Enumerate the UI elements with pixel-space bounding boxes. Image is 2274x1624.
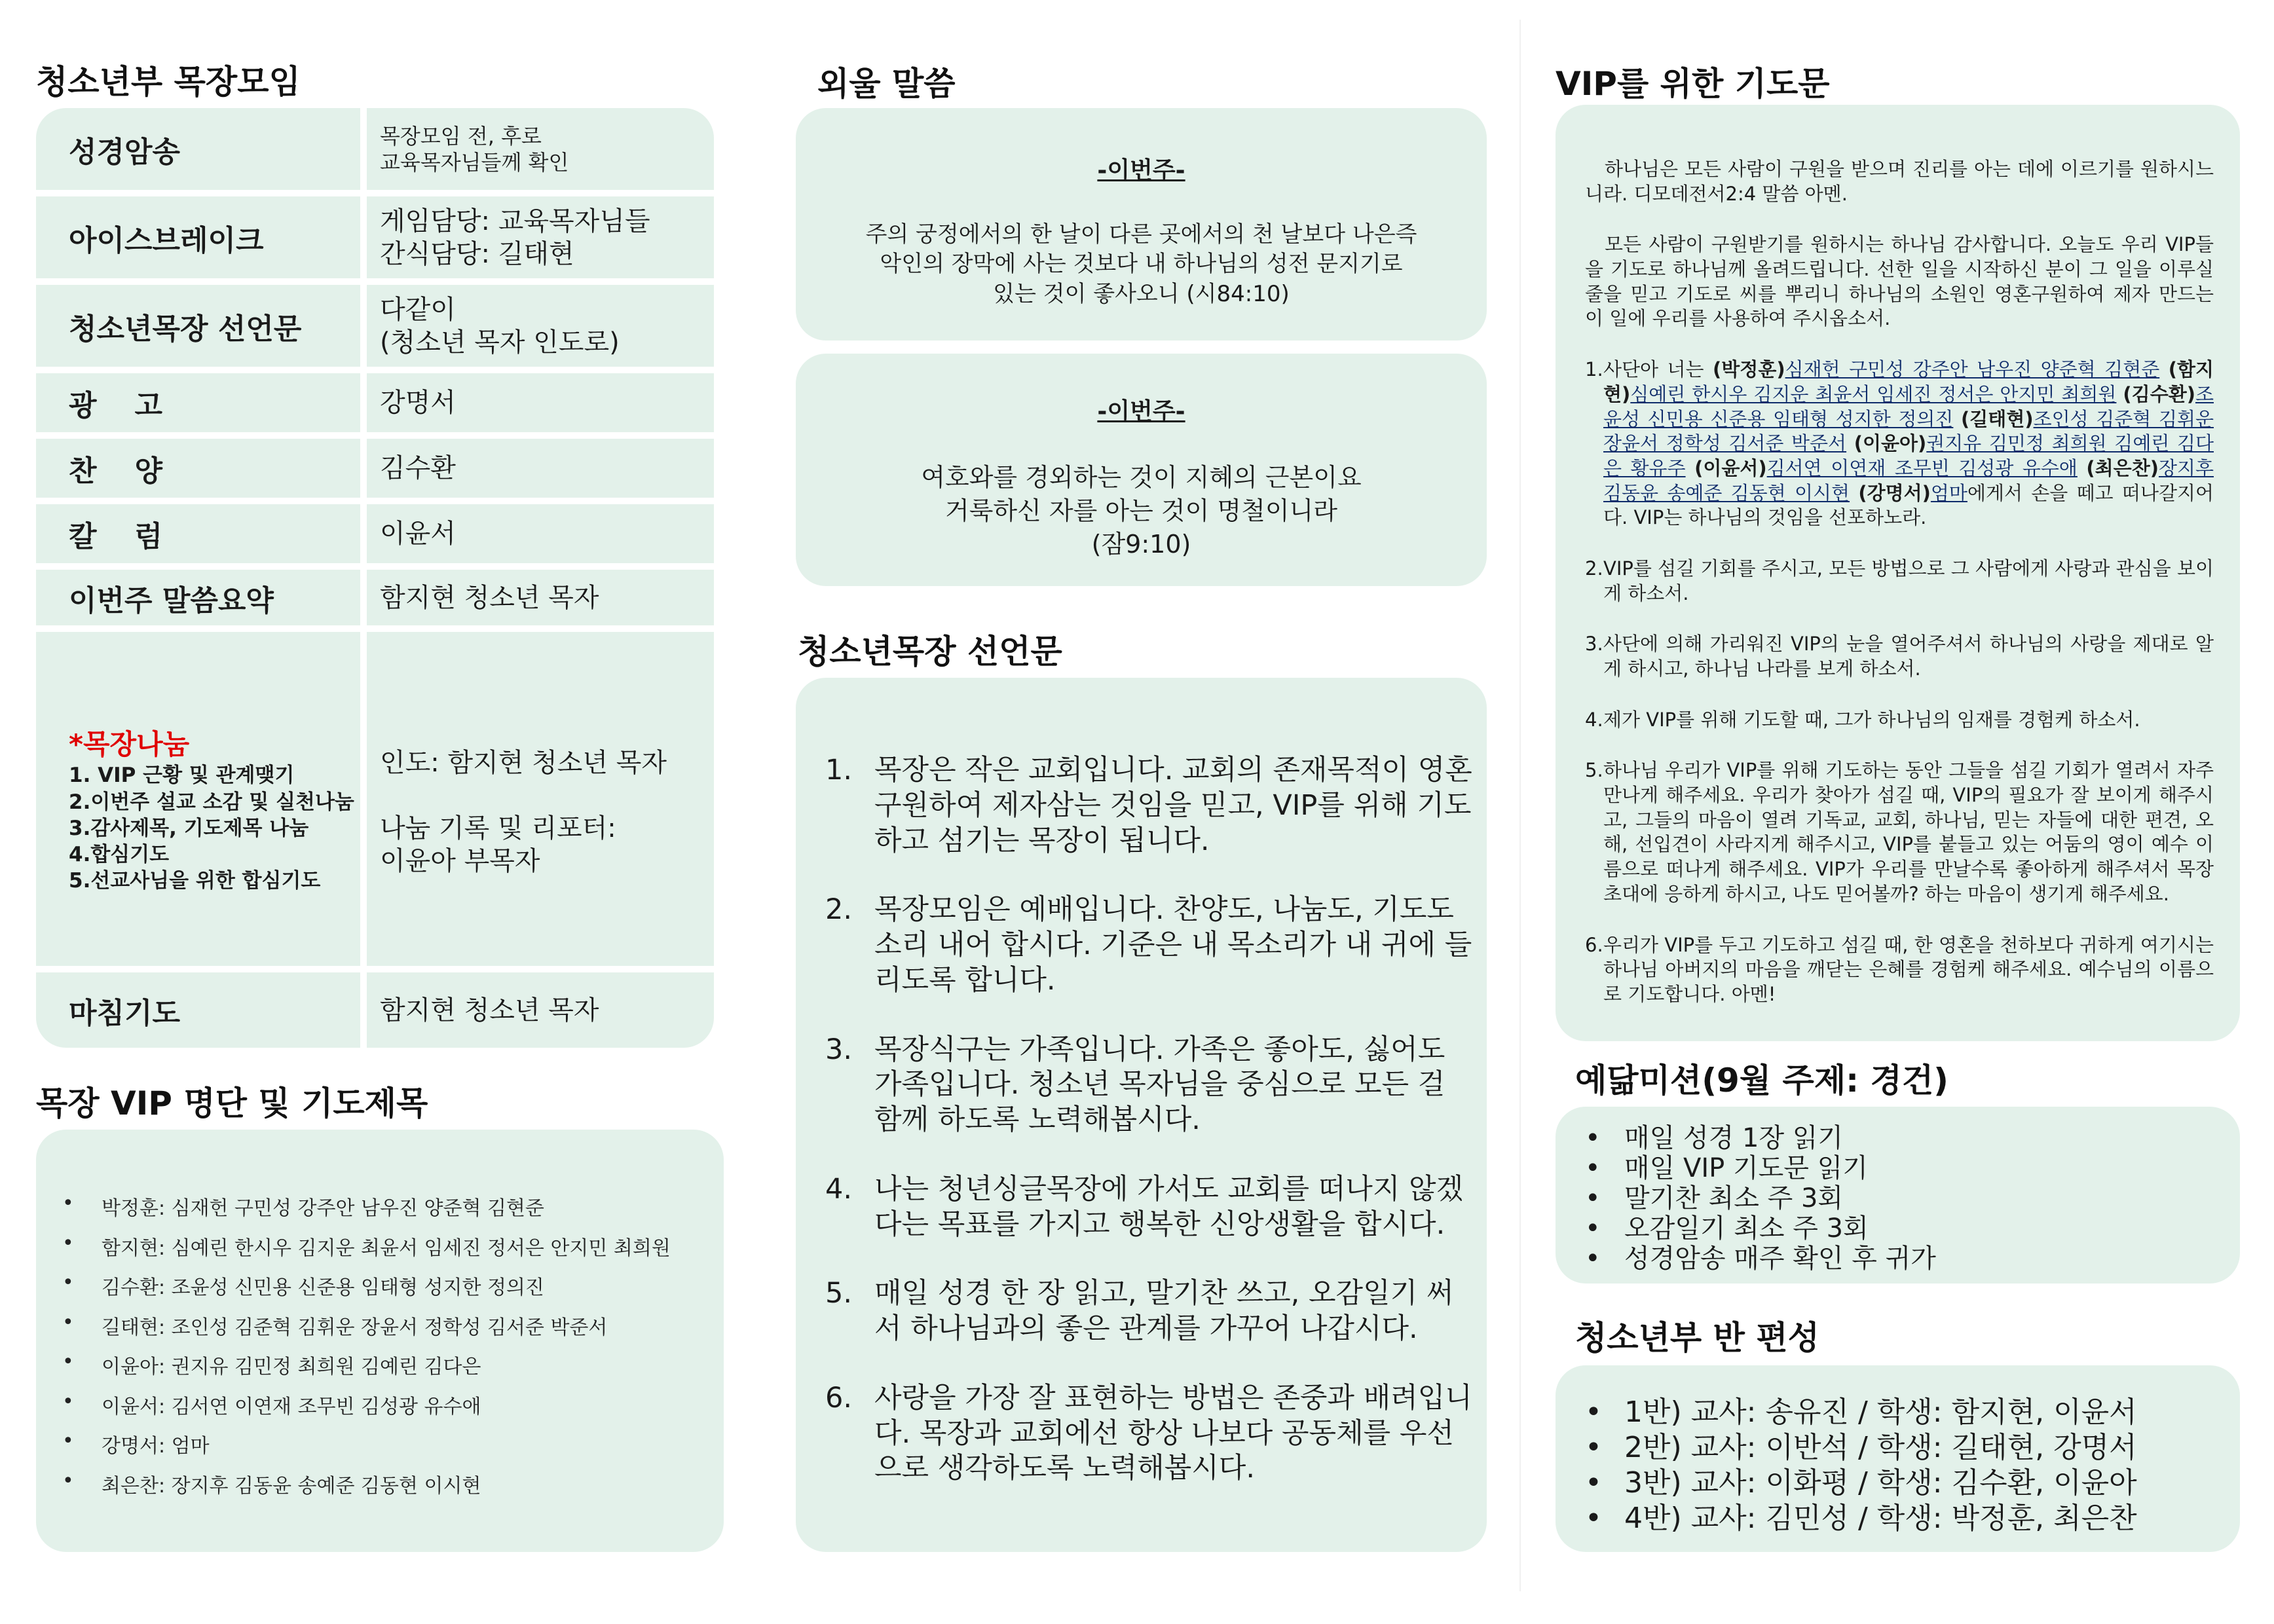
list-item bbox=[62, 1430, 671, 1469]
schedule-value-line: 강명서 bbox=[380, 388, 456, 418]
sharing-item: 2.이번주 설교 소감 및 실천나눔 bbox=[69, 790, 354, 814]
schedule-value bbox=[360, 439, 714, 498]
prayer-body bbox=[1585, 157, 2214, 1033]
leader-name: (박정훈) bbox=[1713, 358, 1785, 381]
list-item bbox=[62, 1232, 671, 1272]
bullet-icon: • bbox=[1585, 1431, 1602, 1464]
schedule-value bbox=[360, 285, 714, 367]
verse-line: 거룩하신 자를 아는 것이 명철이니라 bbox=[945, 496, 1337, 525]
mission-list bbox=[1585, 1123, 1936, 1274]
schedule-value bbox=[360, 108, 714, 190]
prayer-item bbox=[1585, 708, 2214, 733]
list-item bbox=[1585, 1395, 2137, 1430]
item-number: 2. bbox=[1585, 557, 1603, 580]
mission-panel bbox=[1556, 1107, 2240, 1283]
list-item bbox=[1585, 1183, 1936, 1213]
list-item bbox=[825, 893, 1474, 998]
vip-names: 권지유 김민정 최희원 김예린 김다은 황유주 bbox=[1603, 432, 2214, 479]
list-item bbox=[62, 1469, 671, 1509]
sharing-title: *목장나눔 bbox=[69, 728, 190, 761]
classes-list bbox=[1585, 1395, 2137, 1536]
schedule-label: 찬양 bbox=[69, 454, 201, 488]
class-text: 2반) 교사: 이반석 / 학생: 길태현, 강명서 bbox=[1624, 1431, 2137, 1464]
bullet-icon: • bbox=[62, 1430, 74, 1452]
mission-text: 성경암송 매주 확인 후 귀가 bbox=[1624, 1244, 1936, 1274]
roster-text: 이윤서: 김서연 이연재 조무빈 김성광 유수애 bbox=[102, 1395, 481, 1418]
declaration-text: 나는 청년싱글목장에 가서도 교회를 떠나지 않겠다는 목표를 가지고 행복한 신앙생활을 합시다. bbox=[874, 1172, 1464, 1241]
vip-roster-list bbox=[62, 1192, 671, 1509]
list-item bbox=[1585, 1153, 1936, 1183]
declaration-heading: 청소년목장 선언문 bbox=[798, 633, 1062, 671]
schedule-label: 청소년목장 선언문 bbox=[69, 312, 302, 346]
list-item bbox=[1585, 1123, 1936, 1153]
declaration-text: 목장은 작은 교회입니다. 교회의 존재목적이 영혼구원하여 제자삼는 것임을 믿고, VIP를 위해 기도하고 섬기는 목장이 됩니다. bbox=[874, 754, 1472, 857]
mission-text: 오감일기 최소 주 3회 bbox=[1624, 1213, 1869, 1244]
sharing-item: 1. VIP 근황 및 관계맺기 bbox=[69, 764, 295, 788]
prayer-tail: 에게서 손을 떼고 떠나갈지어다. VIP는 하나님의 것임을 선포하노라. bbox=[1603, 481, 2214, 529]
item-number: 6. bbox=[825, 1381, 853, 1414]
sharing-list bbox=[69, 762, 354, 894]
item-number: 4. bbox=[825, 1172, 853, 1206]
schedule-value-line: 인도: 함지현 청소년 목자 bbox=[380, 748, 667, 778]
prayer-item-text: 우리가 VIP를 두고 기도하고 섬길 때, 한 영혼을 천하보다 귀하게 여기시는 하나님 아버지의 마음을 깨닫는 은혜를 경험케 해주세요. 예수님의 이름으로 기도합니다. 아멘! bbox=[1603, 933, 2214, 1005]
table-divider bbox=[36, 498, 714, 504]
list-item bbox=[825, 1381, 1474, 1486]
vip-names: 조인성 김준혁 김휘운 장윤서 정학성 김서준 박준서 bbox=[1603, 407, 2214, 455]
item-number: 4. bbox=[1585, 708, 1603, 731]
list-item bbox=[62, 1350, 671, 1390]
schedule-label: 광고 bbox=[69, 389, 201, 422]
list-item bbox=[1585, 1213, 1936, 1244]
mission-text: 매일 성경 1장 읽기 bbox=[1624, 1123, 1844, 1153]
meeting-heading: 청소년부 목장모임 bbox=[36, 63, 301, 101]
sharing-item: 5.선교사님을 위한 합심기도 bbox=[69, 869, 321, 893]
prayer-lead: 사단아 너는 bbox=[1603, 358, 1713, 381]
roster-text: 박정훈: 심재헌 구민성 강주안 남우진 양준혁 김현준 bbox=[102, 1197, 544, 1220]
prayer-heading: VIP를 위한 기도문 bbox=[1556, 65, 1830, 103]
sharing-cell bbox=[36, 632, 360, 966]
leader-name: (이윤아) bbox=[1854, 432, 1927, 455]
list-item bbox=[62, 1390, 671, 1430]
declaration-text: 목장모임은 예배입니다. 찬양도, 나눔도, 기도도 소리 내어 합시다. 기준은 내 목소리가 내 귀에 들리도록 합니다. bbox=[874, 893, 1472, 997]
schedule-label: 아이스브레이크 bbox=[69, 223, 264, 257]
schedule-label: 성경암송 bbox=[69, 135, 181, 169]
verse-week-label: -이번주- bbox=[1097, 157, 1185, 184]
bullet-icon: • bbox=[1585, 1213, 1601, 1244]
declaration-text: 매일 성경 한 장 읽고, 말기찬 쓰고, 오감일기 써서 하나님과의 좋은 관계를 가꾸어 나갑시다. bbox=[874, 1277, 1454, 1345]
sharing-item: 4.합심기도 bbox=[69, 843, 170, 867]
prayer-item-text: 사단에 의해 가리워진 VIP의 눈을 열어주셔서 하나님의 사랑을 제대로 알게 하시고, 하나님 나라를 보게 하소서. bbox=[1603, 633, 2214, 680]
item-number: 5. bbox=[1585, 759, 1603, 782]
leader-name: (최은찬) bbox=[2086, 456, 2159, 479]
prayer-item-text: 제가 VIP를 위해 기도할 때, 그가 하나님의 임재를 경험케 하소서. bbox=[1603, 708, 2140, 731]
schedule-value bbox=[360, 632, 714, 966]
schedule-label: 칼럼 bbox=[69, 520, 201, 553]
item-number: 3. bbox=[825, 1033, 853, 1066]
schedule-value bbox=[360, 196, 714, 278]
classes-panel bbox=[1556, 1365, 2240, 1552]
meeting-schedule-table bbox=[36, 108, 714, 1048]
schedule-value-line: 김수환 bbox=[380, 453, 456, 483]
schedule-row bbox=[36, 108, 714, 190]
list-item bbox=[825, 1276, 1474, 1347]
prayer-panel bbox=[1556, 105, 2240, 1041]
table-vertical-divider bbox=[360, 108, 367, 1048]
bullet-icon: • bbox=[1585, 1153, 1601, 1183]
schedule-value-line: 간식담당: 길태현 bbox=[380, 238, 574, 269]
roster-text: 이윤아: 권지유 김민정 최희원 김예린 김다은 bbox=[102, 1356, 481, 1378]
bullet-icon: • bbox=[62, 1192, 74, 1215]
prayer-item-text: VIP를 섬길 기회를 주시고, 모든 방법으로 그 사람에게 사랑과 관심을 보이게 하소서. bbox=[1603, 557, 2214, 604]
table-divider bbox=[36, 190, 714, 196]
bullet-icon: • bbox=[62, 1469, 74, 1492]
table-divider bbox=[36, 278, 714, 285]
roster-text: 길태현: 조인성 김준혁 김휘운 장윤서 정학성 김서준 박준서 bbox=[102, 1316, 608, 1339]
classes-heading: 청소년부 반 편성 bbox=[1575, 1319, 1819, 1357]
schedule-value-line: 함지현 청소년 목자 bbox=[380, 995, 599, 1025]
vip-roster-panel bbox=[36, 1130, 724, 1552]
schedule-value bbox=[360, 504, 714, 563]
verse-line: 여호와를 경외하는 것이 지혜의 근본이요 bbox=[921, 462, 1362, 492]
bullet-icon: • bbox=[1585, 1395, 1602, 1429]
roster-text: 강명서: 엄마 bbox=[102, 1435, 210, 1458]
schedule-label: 마침기도 bbox=[69, 996, 181, 1030]
leader-name: (강명서) bbox=[1858, 481, 1931, 504]
list-item bbox=[825, 753, 1474, 858]
list-item bbox=[62, 1192, 671, 1232]
verse-card-1 bbox=[796, 108, 1487, 341]
table-divider bbox=[36, 625, 714, 632]
schedule-row bbox=[36, 373, 714, 432]
table-divider bbox=[36, 966, 714, 972]
leader-name: (김수환) bbox=[2123, 382, 2195, 405]
schedule-row bbox=[36, 570, 714, 625]
vip-names: 심재헌 구민성 강주안 남우진 양준혁 김현준 bbox=[1785, 358, 2160, 381]
class-text: 3반) 교사: 이화평 / 학생: 김수환, 이윤아 bbox=[1624, 1466, 2137, 1500]
declaration-text: 목장식구는 가족입니다. 가족은 좋아도, 싫어도 가족입니다. 청소년 목자님을 중심으로 모든 걸 함께 하도록 노력해봅시다. bbox=[874, 1033, 1445, 1136]
schedule-row bbox=[36, 196, 714, 278]
bullet-icon: • bbox=[62, 1350, 74, 1373]
bullet-icon: • bbox=[1585, 1183, 1601, 1213]
verse-line: (잠9:10) bbox=[1091, 530, 1191, 559]
schedule-value-line: 이윤아 부목자 bbox=[380, 846, 540, 876]
bullet-icon: • bbox=[62, 1231, 74, 1255]
vip-names: 장지후 김동윤 송예준 김동현 이시현 bbox=[1603, 456, 2214, 504]
mission-heading: 예닮미션(9월 주제: 경건) bbox=[1575, 1061, 1949, 1099]
declaration-panel bbox=[796, 678, 1487, 1552]
roster-text: 김수환: 조윤성 신민용 신준용 임태형 성지한 정의진 bbox=[102, 1276, 544, 1299]
bullet-icon: • bbox=[1585, 1466, 1602, 1500]
list-item bbox=[1585, 1244, 1936, 1274]
bullet-icon: • bbox=[1585, 1244, 1601, 1274]
sharing-item: 3.감사제목, 기도제목 나눔 bbox=[69, 816, 309, 840]
schedule-value bbox=[360, 972, 714, 1048]
prayer-item bbox=[1585, 933, 2214, 1007]
prayer-paragraph: 하나님은 모든 사람이 구원을 받으며 진리를 아는 데에 이르기를 원하시느니라. 디모데전서2:4 말씀 아멘. bbox=[1585, 158, 2214, 205]
schedule-row bbox=[36, 285, 714, 367]
item-number: 3. bbox=[1585, 633, 1603, 655]
schedule-row bbox=[36, 504, 714, 563]
schedule-value-line: 이윤서 bbox=[380, 519, 456, 549]
schedule-value bbox=[360, 373, 714, 432]
schedule-value bbox=[360, 570, 714, 625]
mission-text: 말기찬 최소 주 3회 bbox=[1624, 1183, 1844, 1213]
mission-text: 매일 VIP 기도문 읽기 bbox=[1624, 1153, 1868, 1183]
prayer-item-text bbox=[1603, 358, 2214, 530]
prayer-item bbox=[1585, 557, 2214, 606]
item-number: 1. bbox=[1585, 358, 1603, 381]
verse-heading: 외울 말씀 bbox=[817, 65, 956, 103]
table-divider bbox=[36, 432, 714, 439]
bullet-icon: • bbox=[62, 1310, 74, 1334]
class-text: 1반) 교사: 송유진 / 학생: 함지현, 이윤서 bbox=[1624, 1395, 2137, 1429]
leader-name: (이윤서) bbox=[1694, 456, 1767, 479]
schedule-value-line: 목장모임 전, 후로 bbox=[380, 123, 542, 149]
table-divider bbox=[36, 563, 714, 570]
list-item bbox=[1585, 1466, 2137, 1501]
item-number: 6. bbox=[1585, 933, 1603, 956]
item-number: 1. bbox=[825, 754, 853, 786]
leader-name: (함지현) bbox=[1603, 358, 2214, 405]
roster-text: 최은찬: 장지후 김동윤 송예준 김동현 이시현 bbox=[102, 1474, 481, 1498]
list-item bbox=[62, 1311, 671, 1351]
prayer-item bbox=[1585, 758, 2214, 906]
verse-line: 주의 궁정에서의 한 날이 다른 곳에서의 천 날보다 나은즉 bbox=[865, 221, 1417, 248]
item-number: 2. bbox=[825, 893, 853, 927]
class-text: 4반) 교사: 김민성 / 학생: 박정훈, 최은찬 bbox=[1624, 1502, 2137, 1535]
declaration-list bbox=[825, 753, 1474, 1521]
schedule-row bbox=[36, 972, 714, 1048]
schedule-value-spacer bbox=[380, 779, 714, 812]
leader-name: (길태현) bbox=[1961, 407, 2034, 430]
verse-line: 있는 것이 좋사오니 (시84:10) bbox=[993, 281, 1290, 308]
prayer-paragraph: 모든 사람이 구원받기를 원하시는 하나님 감사합니다. 오늘도 우리 VIP들을 기도로 하나님께 올려드립니다. 선한 일을 시작하신 분이 그 일을 이루실 줄을 믿고 기도로 씨를 뿌리니 하나님의 소원인 영혼구원하여 제자 만드는 이 일에 우리를 사용하여 주시옵소서. bbox=[1585, 233, 2214, 330]
roster-text: 함지현: 심예린 한시우 김지운 최윤서 임세진 정서은 안지민 최희원 bbox=[102, 1236, 671, 1260]
roster-heading: 목장 VIP 명단 및 기도제목 bbox=[36, 1084, 428, 1122]
prayer-item bbox=[1585, 632, 2214, 681]
schedule-value-line: 교육목자님들께 확인 bbox=[380, 149, 569, 175]
bullet-icon: • bbox=[62, 1390, 74, 1413]
verse-card-2 bbox=[796, 354, 1487, 586]
list-item bbox=[1585, 1430, 2137, 1466]
declaration-text: 사랑을 가장 잘 표현하는 방법은 존중과 배려입니다. 목장과 교회에선 항상 나보다 공동체를 우선으로 생각하도록 노력해봅시다. bbox=[874, 1381, 1472, 1485]
schedule-label: 이번주 말씀요약 bbox=[69, 583, 274, 618]
prayer-item bbox=[1585, 358, 2214, 530]
prayer-item-text: 하나님 우리가 VIP를 위해 기도하는 동안 그들을 섬길 기회가 열려서 자주 만나게 해주세요. 우리가 찾아가 섬길 때, VIP의 필요가 잘 보이게 해주시고, 그들의 마음이 열려 기독교, 교회, 하나님, 믿는 자들에 대한 편견, 오해, 선입견이 사라지게 해주시고, VIP를 붙들고 있는 어둠의 영이 예수 이름으로 떠나게 해주세요. VIP가 우리를 만날수록 좋아하게 해주셔서 목장 초대에 응하게 하시고, 나도 믿어볼까? 하는 마음이 생기게 해주세요. bbox=[1603, 759, 2214, 905]
schedule-value-line: (청소년 목자 인도로) bbox=[380, 327, 620, 358]
schedule-value-line: 게임담당: 교육목자님들 bbox=[380, 206, 650, 236]
vip-names: 엄마 bbox=[1930, 481, 1967, 504]
vip-names: 조윤성 신민용 신준용 임태형 성지한 정의진 bbox=[1603, 382, 2214, 430]
column-divider bbox=[1519, 20, 1521, 1591]
schedule-value-line: 함지현 청소년 목자 bbox=[380, 582, 599, 613]
list-item bbox=[825, 1033, 1474, 1138]
item-number: 5. bbox=[825, 1277, 853, 1310]
verse-line: 악인의 장막에 사는 것보다 내 하나님의 성전 문지기로 bbox=[880, 251, 1403, 278]
table-divider bbox=[36, 367, 714, 373]
verse-week-label: -이번주- bbox=[1097, 398, 1185, 425]
schedule-value-line: 나눔 기록 및 리포터: bbox=[380, 813, 616, 843]
vip-names: 심예린 한시우 김지운 최윤서 임세진 정서은 안지민 최희원 bbox=[1630, 382, 2117, 405]
vip-names: 김서연 이연재 조무빈 김성광 유수애 bbox=[1766, 456, 2078, 479]
bullet-icon: • bbox=[62, 1271, 74, 1294]
schedule-row bbox=[36, 632, 714, 966]
schedule-row bbox=[36, 439, 714, 498]
schedule-value-line: 다같이 bbox=[380, 294, 456, 325]
list-item bbox=[1585, 1501, 2137, 1536]
bullet-icon: • bbox=[1585, 1123, 1601, 1153]
list-item bbox=[825, 1172, 1474, 1243]
bullet-icon: • bbox=[1585, 1502, 1602, 1535]
list-item bbox=[62, 1271, 671, 1311]
